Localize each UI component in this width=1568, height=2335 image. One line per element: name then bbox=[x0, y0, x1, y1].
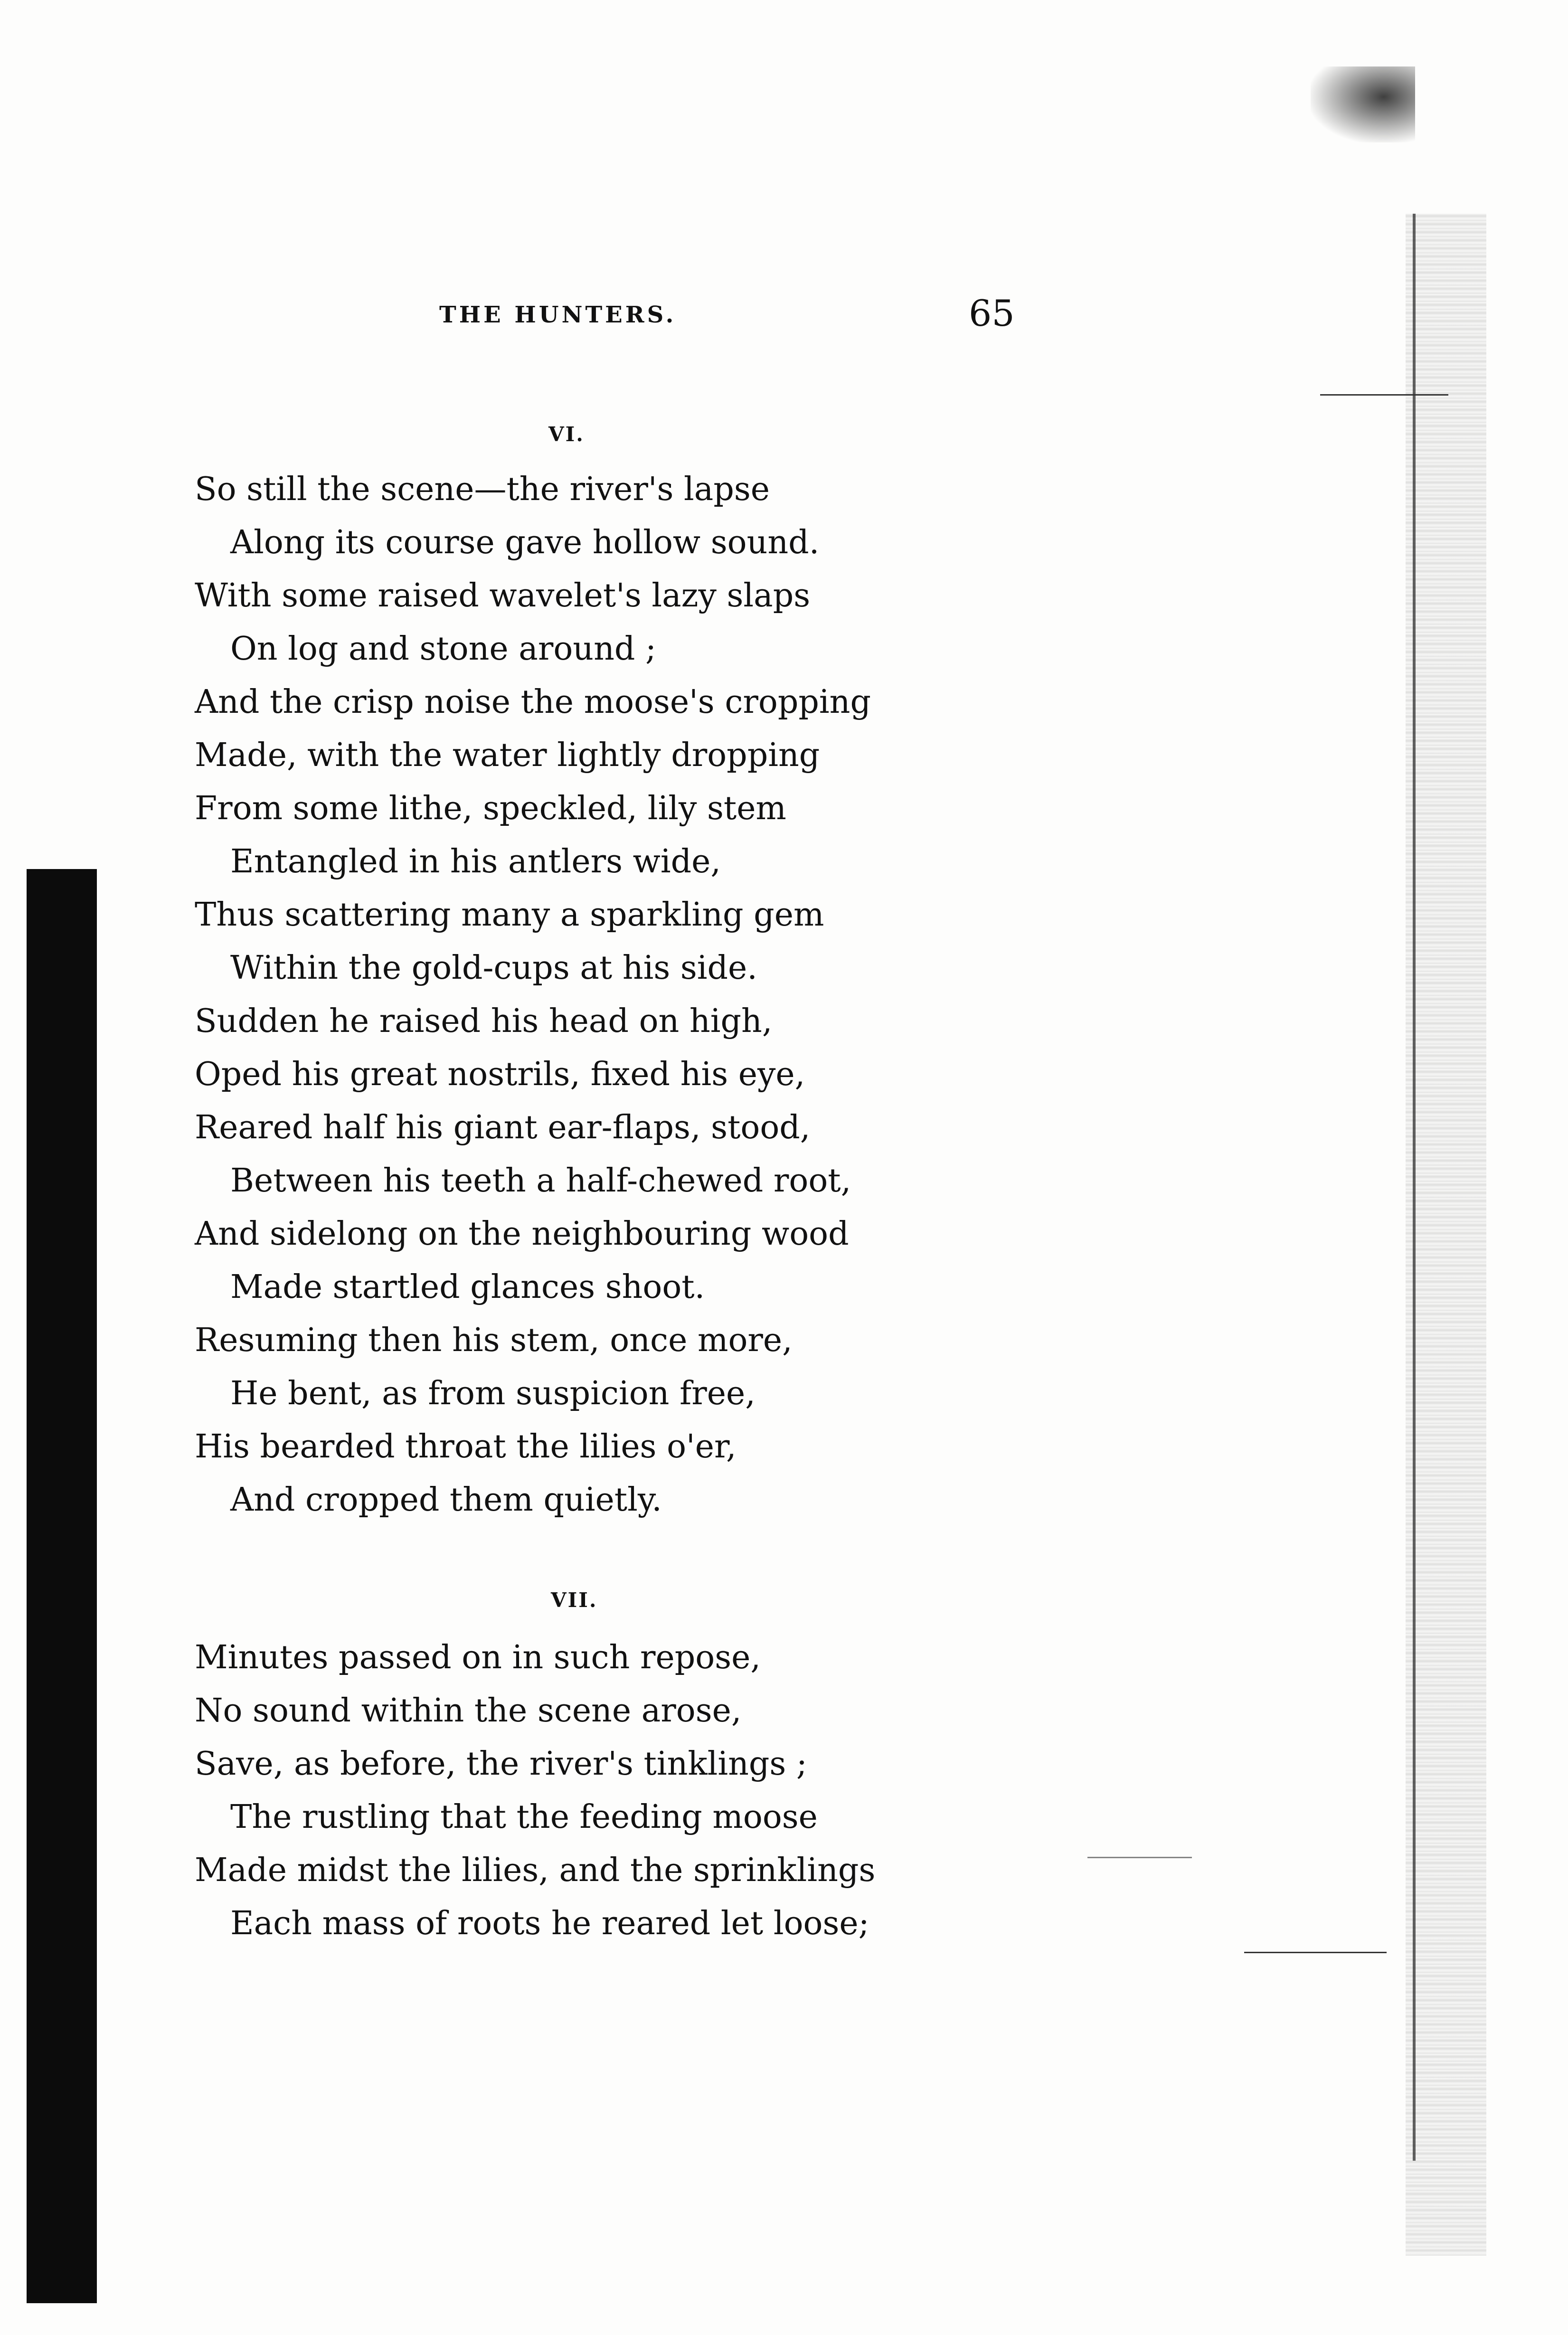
poem-stanza bbox=[195, 1631, 875, 1950]
scan-artifact-line bbox=[1087, 1857, 1192, 1858]
poem-line: Entangled in his antlers wide, bbox=[230, 843, 721, 880]
poem-line: And sidelong on the neighbouring wood bbox=[195, 1215, 849, 1253]
poem-line: Save, as before, the river's tinklings ; bbox=[195, 1745, 807, 1783]
poem-line: Minutes passed on in such repose, bbox=[195, 1639, 761, 1676]
page-edge-line bbox=[1413, 214, 1416, 2161]
poem-line: From some lithe, speckled, lily stem bbox=[195, 790, 786, 827]
scan-artifact-line bbox=[1320, 394, 1448, 396]
scan-smudge bbox=[1311, 66, 1415, 142]
poem-line: On log and stone around ; bbox=[230, 630, 656, 668]
poem-line: With some raised wavelet's lazy slaps bbox=[195, 577, 811, 614]
poem-line: No sound within the scene arose, bbox=[195, 1692, 742, 1730]
page-number: 65 bbox=[969, 292, 1015, 334]
poem-line: Along its course gave hollow sound. bbox=[230, 524, 820, 561]
poem-line: Oped his great nostrils, fixed his eye, bbox=[195, 1056, 805, 1093]
section-numeral: VI. bbox=[548, 423, 585, 446]
section-numeral: VII. bbox=[551, 1588, 598, 1612]
poem-line: Within the gold-cups at his side. bbox=[230, 949, 757, 987]
poem-line: So still the scene—the river's lapse bbox=[195, 471, 770, 508]
poem-line: Thus scattering many a sparkling gem bbox=[195, 896, 824, 934]
poem-line: Sudden he raised his head on high, bbox=[195, 1002, 773, 1040]
poem-line: Made midst the lilies, and the sprinklings bbox=[195, 1852, 876, 1889]
poem-line: Between his teeth a half-chewed root, bbox=[230, 1162, 851, 1200]
poem-line: His bearded throat the lilies o'er, bbox=[195, 1428, 737, 1465]
poem-line: And the crisp noise the moose's cropping bbox=[195, 683, 871, 721]
poem-line: He bent, as from suspicion free, bbox=[230, 1375, 756, 1412]
poem-stanza bbox=[195, 463, 871, 1527]
poem-line: Made, with the water lightly dropping bbox=[195, 737, 820, 774]
poem-line: Reared half his giant ear-flaps, stood, bbox=[195, 1109, 811, 1146]
scan-edge-shadow bbox=[1406, 214, 1486, 2256]
poem-line: And cropped them quietly. bbox=[230, 1481, 662, 1519]
scan-artifact-line bbox=[1244, 1952, 1387, 1953]
poem-line: Resuming then his stem, once more, bbox=[195, 1322, 793, 1359]
running-title: THE HUNTERS. bbox=[439, 302, 677, 328]
scan-margin-shadow bbox=[27, 869, 97, 2303]
poem-line: The rustling that the feeding moose bbox=[230, 1798, 818, 1836]
poem-line: Made startled glances shoot. bbox=[230, 1268, 705, 1306]
poem-line: Each mass of roots he reared let loose; bbox=[230, 1905, 869, 1942]
